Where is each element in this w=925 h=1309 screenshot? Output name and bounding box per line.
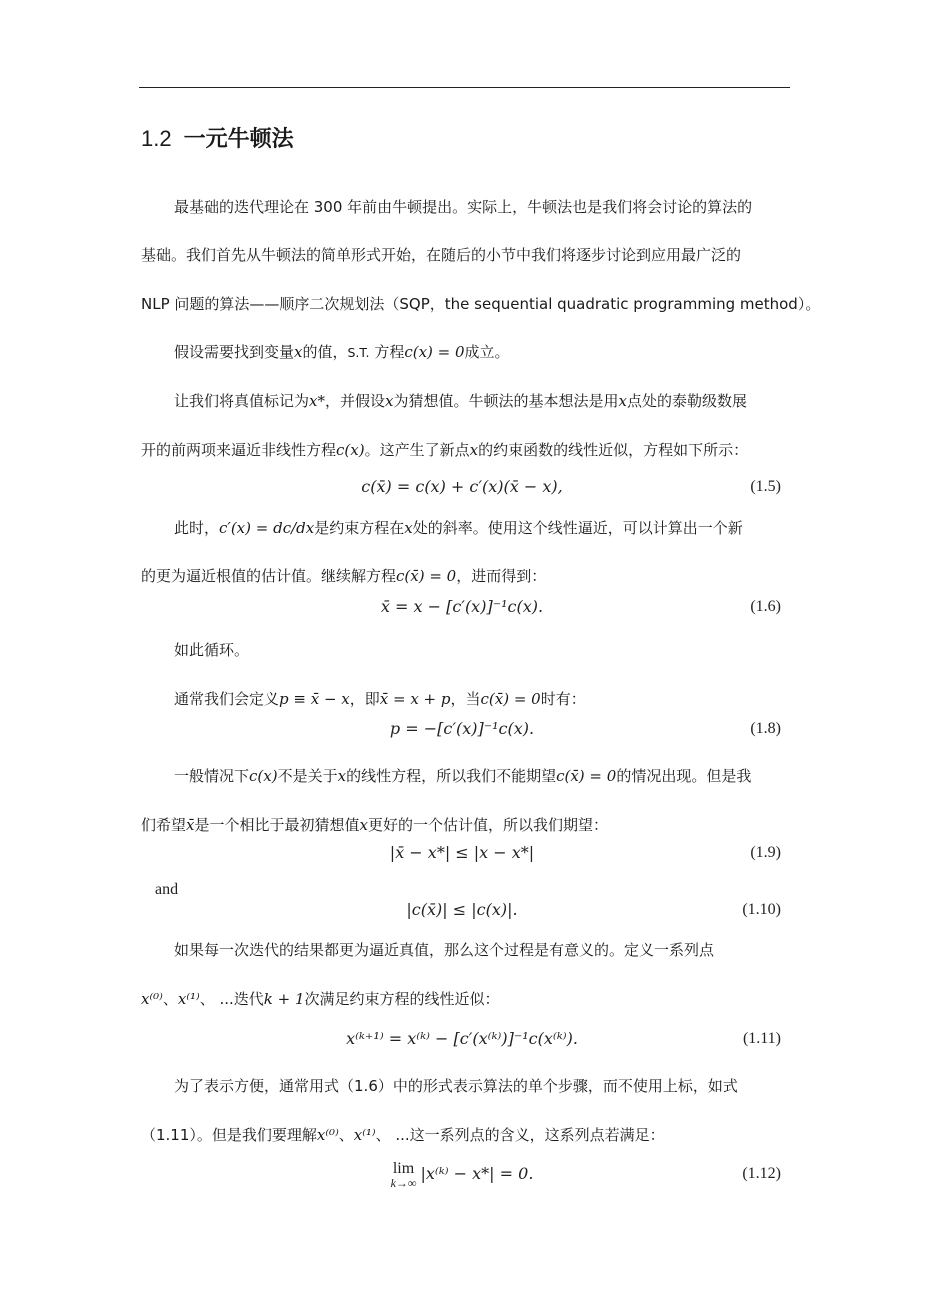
equation-formula: c(x̄) = c(x) + c′(x)(x̄ − x), [361, 477, 563, 496]
header-rule [139, 87, 790, 88]
equation-number: (1.5) [750, 478, 781, 495]
equation-number: (1.8) [750, 720, 781, 737]
section-title: 一元牛顿法 [183, 126, 294, 151]
paragraph-4-line-1: 此时，c′(x) = dc/dx是约束方程在x处的斜率。使用这个线性逼近，可以计算出一个新 [174, 519, 743, 537]
equation-1-5 [0, 474, 925, 500]
equation-formula: |x̄ − x*| ≤ |x − x*| [389, 843, 535, 862]
equation-number: (1.10) [742, 901, 781, 918]
paragraph-2: 假设需要找到变量x的值，S.T. 方程c(x) = 0成立。 [174, 343, 510, 361]
paragraph-3-line-2: 开的前两项来逼近非线性方程c(x)。这产生了新点x的约束函数的线性近似，方程如下所示： [141, 441, 749, 459]
section-heading [141, 124, 294, 154]
equation-formula: x⁽ᵏ⁺¹⁾ = x⁽ᵏ⁾ − [c′(x⁽ᵏ⁾)]⁻¹c(x⁽ᵏ⁾). [346, 1029, 578, 1048]
equation-formula: x̄ = x − [c′(x)]⁻¹c(x). [380, 597, 544, 616]
paragraph-4-line-2: 的更为逼近根值的估计值。继续解方程c(x̄) = 0，进而得到： [141, 567, 547, 585]
equation-1-9 [0, 840, 925, 866]
paragraph-9-line-2: （1.11）。但是我们要理解x⁽⁰⁾、x⁽¹⁾、 ...这一系列点的含义，这系列点若满足： [141, 1126, 665, 1144]
equation-1-12 [0, 1161, 925, 1197]
equation-formula: lim k→∞ |x⁽ᵏ⁾ − x*| = 0. [390, 1160, 534, 1190]
paragraph-5: 如此循环。 [174, 641, 250, 659]
equation-1-10 [0, 897, 925, 923]
paragraph-8-line-1: 如果每一次迭代的结果都更为逼近真值，那么这个过程是有意义的。定义一系列点 [174, 941, 715, 959]
section-number: 1.2 [141, 126, 172, 151]
equation-number: (1.6) [750, 598, 781, 615]
paragraph-1-line-2: 基础。我们首先从牛顿法的简单形式开始，在随后的小节中我们将逐步讨论到应用最广泛的 [141, 246, 742, 264]
paragraph-9-line-1: 为了表示方便，通常用式（1.6）中的形式表示算法的单个步骤，而不使用上标，如式 [174, 1077, 738, 1095]
limit-operator: lim k→∞ [390, 1160, 417, 1190]
equation-number: (1.9) [750, 844, 781, 861]
paragraph-6: 通常我们会定义p ≡ x̄ − x，即x̄ = x + p，当c(x̄) = 0时有： [174, 690, 586, 708]
equation-formula: p = −[c′(x)]⁻¹c(x). [389, 719, 535, 738]
paragraph-1-line-1: 最基础的迭代理论在 300 年前由牛顿提出。实际上，牛顿法也是我们将会讨论的算法的 [174, 198, 753, 216]
paragraph-7-line-2: 们希望x̄是一个相比于最初猜想值x更好的一个估计值，所以我们期望： [141, 816, 608, 834]
equation-formula: |c(x̄)| ≤ |c(x)|. [406, 900, 518, 919]
and-connector: and [155, 881, 179, 898]
paragraph-3-line-1: 让我们将真值标记为x*，并假设x为猜想值。牛顿法的基本想法是用x点处的泰勒级数展 [174, 392, 747, 410]
paragraph-8-line-2: x⁽⁰⁾、x⁽¹⁾、 ...迭代k + 1次满足约束方程的线性近似： [141, 990, 500, 1008]
equation-1-6 [0, 594, 925, 620]
paragraph-1-line-3: NLP 问题的算法——顺序二次规划法（SQP，the sequential quadratic programming method）。 [141, 295, 821, 313]
paragraph-7-line-1: 一般情况下c(x)不是关于x的线性方程，所以我们不能期望c(x̄) = 0的情况出现。但是我 [174, 767, 752, 785]
equation-1-8 [0, 716, 925, 742]
equation-number: (1.11) [742, 1030, 781, 1047]
equation-number: (1.12) [742, 1165, 781, 1182]
equation-1-11 [0, 1026, 925, 1052]
